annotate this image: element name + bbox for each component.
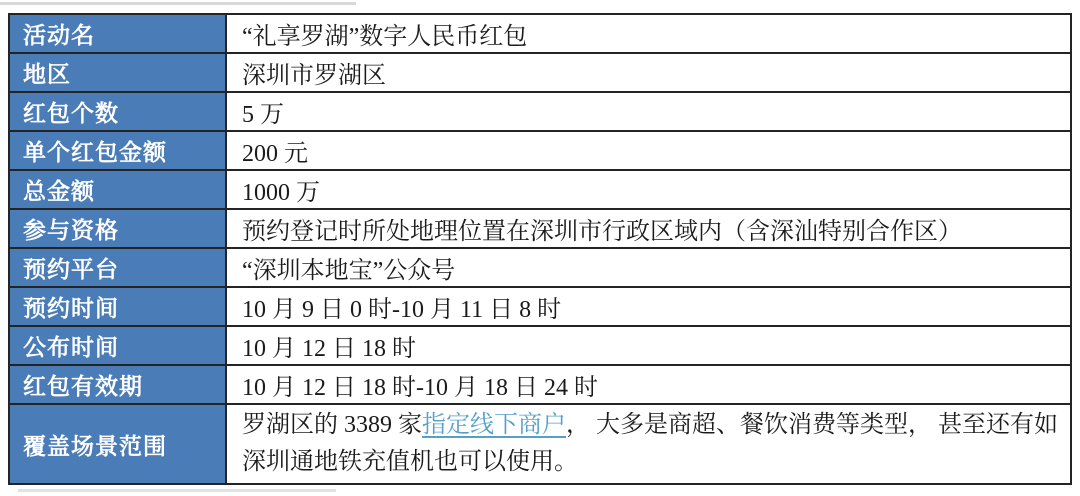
- coverage-text-before: 罗湖区的 3389 家: [242, 412, 422, 438]
- table-row-packet-amount: [9, 131, 1071, 170]
- row-value: “礼享罗湖”数字人民币红包: [226, 14, 1071, 53]
- row-label: 活动名: [9, 14, 226, 53]
- row-label: 参与资格: [9, 209, 226, 248]
- table-row-activity-name: [9, 14, 1071, 53]
- table-row-coverage-scope: [9, 404, 1071, 484]
- row-value: 预约登记时所处地理位置在深圳市行政区域内（含深汕特别合作区）: [226, 209, 1071, 248]
- row-value: 深圳市罗湖区: [226, 53, 1071, 92]
- table-row-region: [9, 53, 1071, 92]
- row-value: 10 月 12 日 18 时: [226, 326, 1071, 365]
- table-row-packet-count: [9, 92, 1071, 131]
- activity-info-table: [8, 13, 1072, 485]
- row-label: 预约时间: [9, 287, 226, 326]
- row-label: 红包个数: [9, 92, 226, 131]
- row-label: 红包有效期: [9, 365, 226, 404]
- coverage-text-after: ， 大多是商超、餐饮消费等类型， 甚至还有如深圳通地铁充值机也可以使用。: [242, 412, 1058, 475]
- row-value: 5 万: [226, 92, 1071, 131]
- row-label: 公布时间: [9, 326, 226, 365]
- table-row-eligibility: [9, 209, 1071, 248]
- row-label: 单个红包金额: [9, 131, 226, 170]
- row-label: 预约平台: [9, 248, 226, 287]
- table-row-total-amount: [9, 170, 1071, 209]
- row-value: “深圳本地宝”公众号: [226, 248, 1071, 287]
- activity-info-table-container: [8, 13, 1072, 485]
- table-row-announce-time: [9, 326, 1071, 365]
- row-value: 200 元: [226, 131, 1071, 170]
- row-label: 覆盖场景范围: [9, 404, 226, 484]
- artifact-line-top: [0, 2, 356, 5]
- table-row-validity-period: [9, 365, 1071, 404]
- artifact-line-bottom: [18, 489, 336, 492]
- row-label: 地区: [9, 53, 226, 92]
- row-value: 10 月 12 日 18 时-10 月 18 日 24 时: [226, 365, 1071, 404]
- designated-merchants-link[interactable]: 指定线下商户: [422, 412, 566, 438]
- row-label: 总金额: [9, 170, 226, 209]
- table-row-booking-platform: [9, 248, 1071, 287]
- row-value: [226, 404, 1071, 484]
- row-value: 10 月 9 日 0 时-10 月 11 日 8 时: [226, 287, 1071, 326]
- row-value: 1000 万: [226, 170, 1071, 209]
- table-row-booking-time: [9, 287, 1071, 326]
